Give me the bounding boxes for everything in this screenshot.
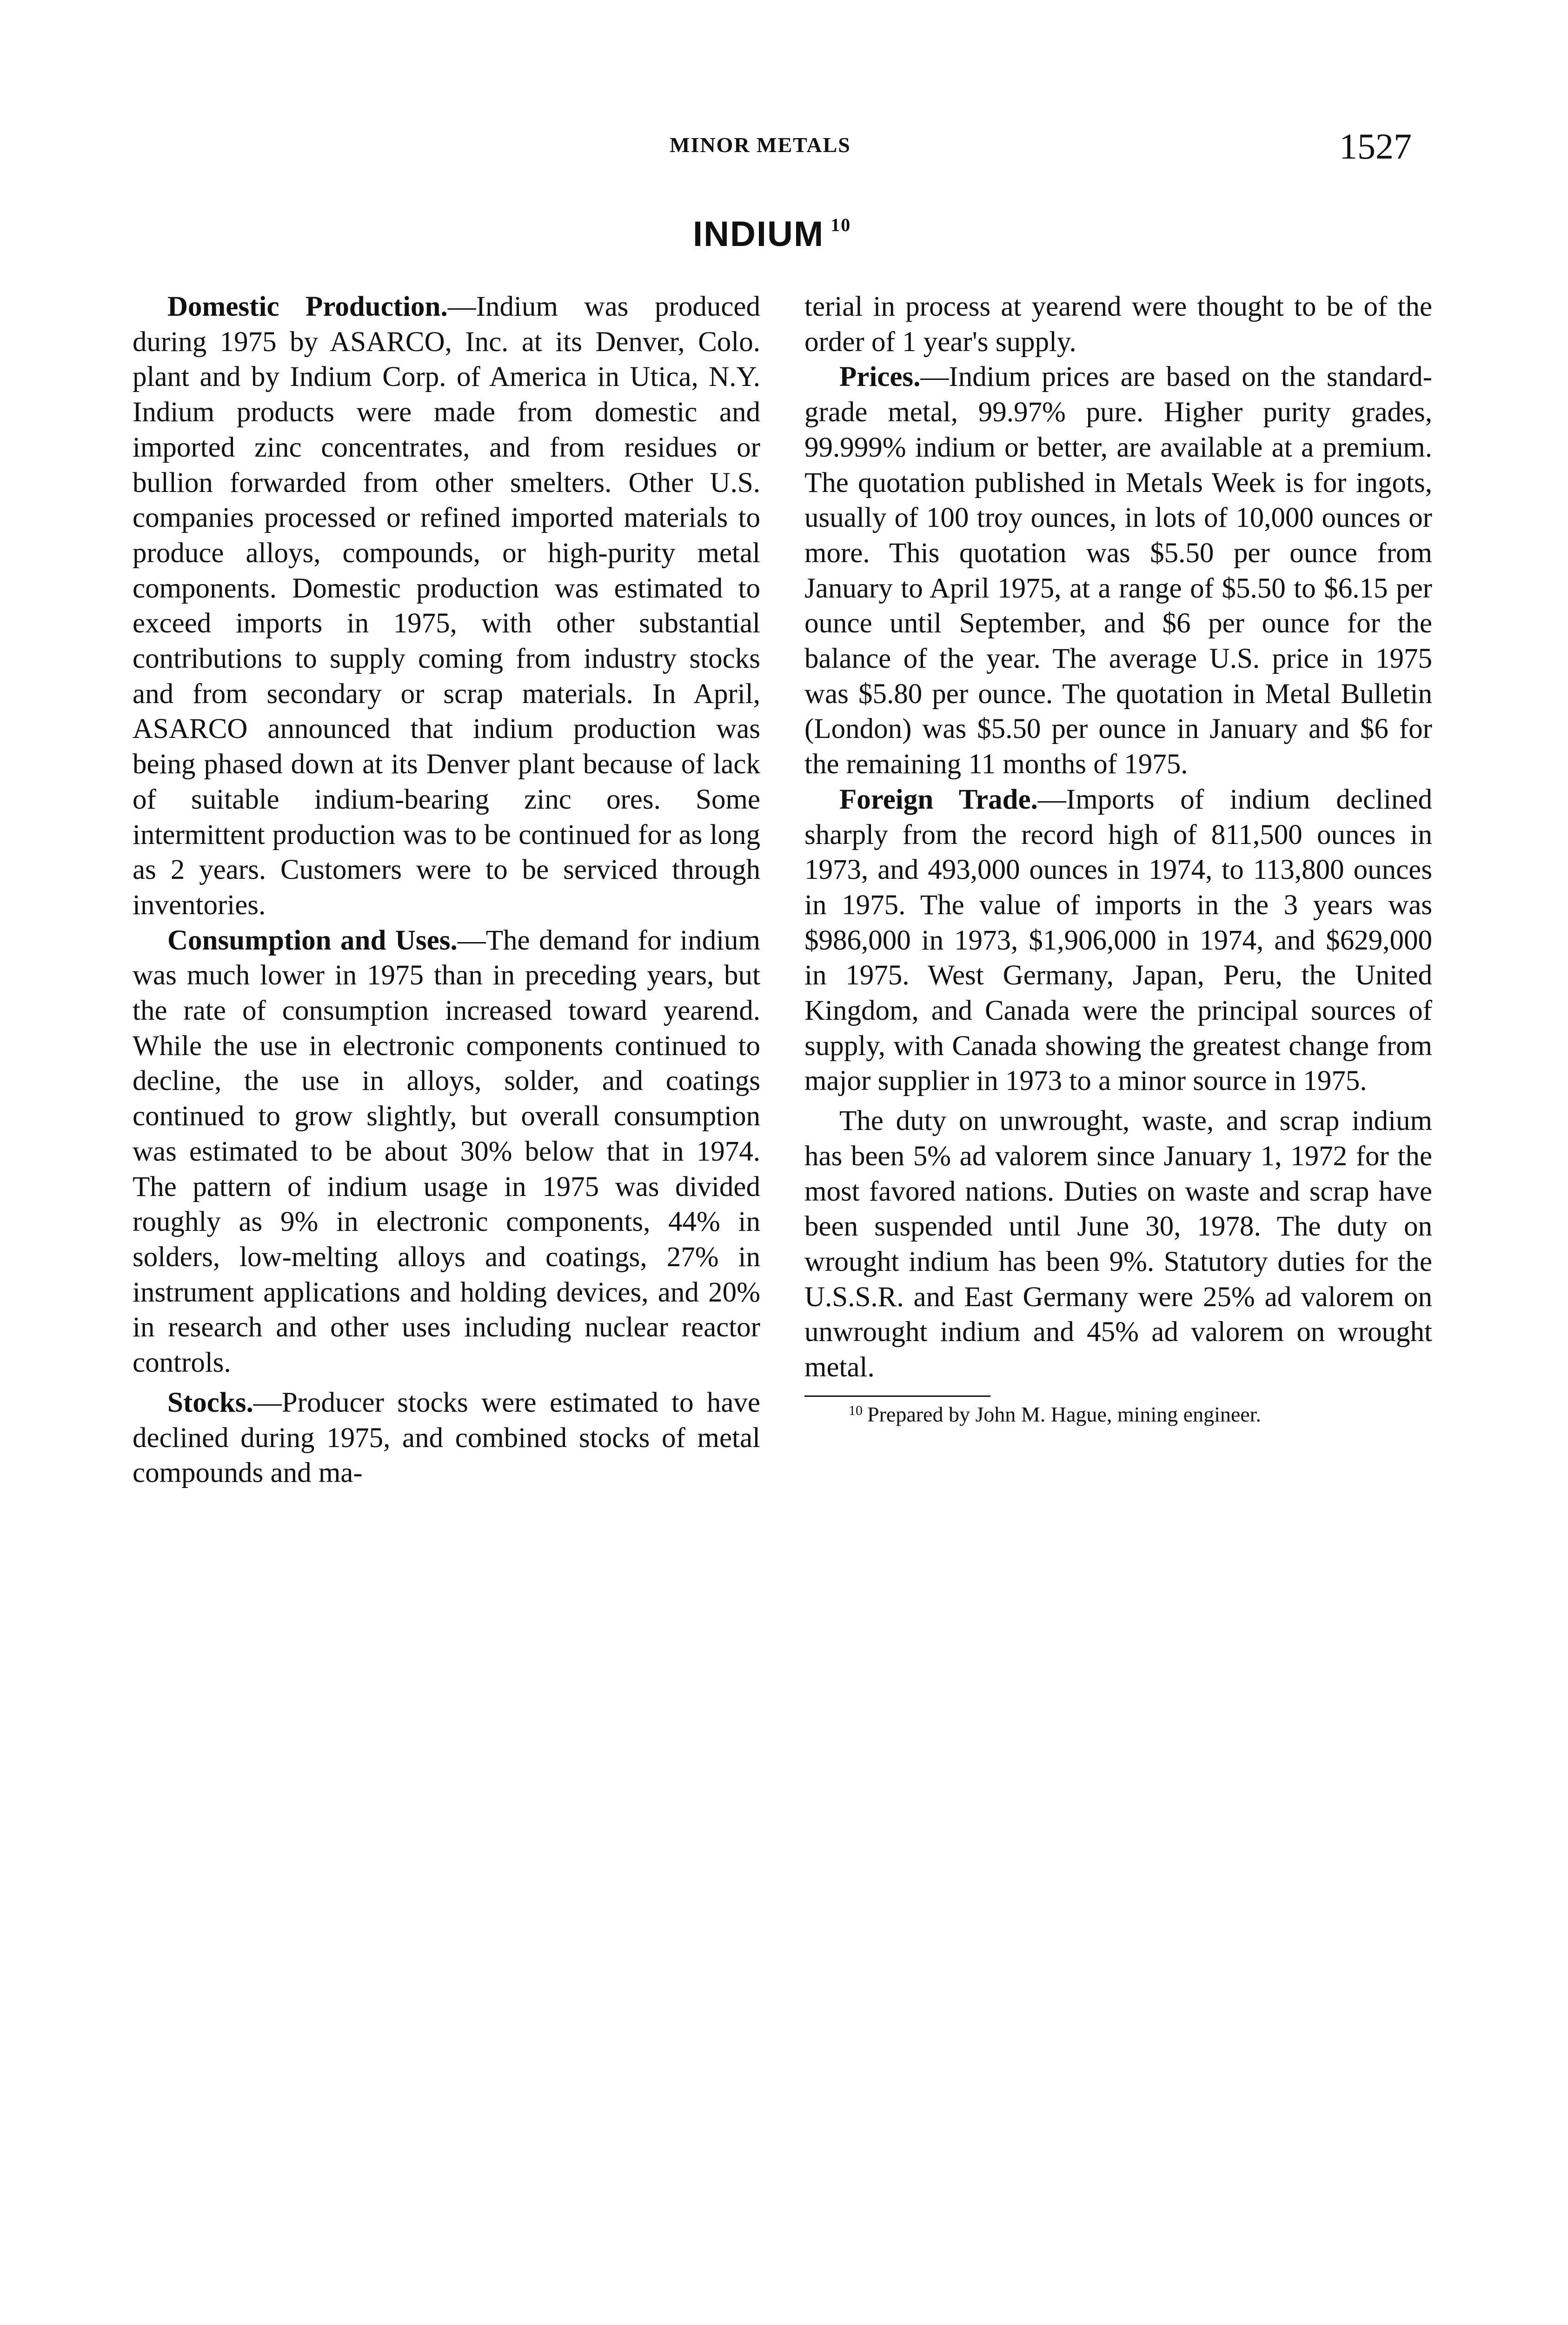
run-in-heading: Domestic Production. xyxy=(167,291,448,322)
paragraph-prices xyxy=(804,359,1432,782)
page-number: 1527 xyxy=(1339,126,1412,166)
footnote xyxy=(804,1397,1432,1428)
run-in-heading: Foreign Trade. xyxy=(839,784,1038,815)
footnote-text: Prepared by John M. Hague, mining engineer. xyxy=(867,1402,1261,1426)
paragraph-text: The duty on unwrought, waste, and scrap indium has been 5% ad valorem since January 1, 1972 for the most favored nations. Duties on waste and scrap have been suspended until June 30, 1978. The duty on wrought indium has been 9%. Statutory duties for the U.S.S.R. and East Germany were 25% ad valorem on unwrought indium and 45% ad valorem on wrought metal. xyxy=(804,1105,1432,1383)
run-in-heading: Consumption and Uses. xyxy=(167,924,458,956)
left-column xyxy=(133,289,760,1491)
run-in-heading: Stocks. xyxy=(167,1387,253,1418)
paragraph-text: —The demand for indium was much lower in 1975 than in preceding years, but the rate of consumption increased toward yearend. While the use in electronic components continued to decline, the use in alloys, solder, and coatings continued to grow slightly, but overall consumption was estimated to be about 30% below that in 1974. The pattern of indium usage in 1975 was divided roughly as 9% in electronic components, 44% in solders, low-melting alloys and coatings, 27% in instrument applications and holding devices, and 20% in research and other uses including nuclear reactor controls. xyxy=(133,924,760,1379)
paragraph-domestic-production xyxy=(133,289,760,923)
paragraph-stocks-continued xyxy=(804,289,1432,359)
paragraph-consumption-uses xyxy=(133,923,760,1381)
right-column xyxy=(804,289,1432,1428)
paragraph-text: terial in process at yearend were thought to be of the order of 1 year's supply. xyxy=(804,291,1432,358)
paragraph-text: —Indium prices are based on the standard-grade metal, 99.97% pure. Higher purity grades, 99.999% indium or better, are available at a premium. The quotation published in Metals Week is for ingots, usually of 100 troy ounces, in lots of 10,000 ounces or more. This quotation was $5.50 per ounce from January to April 1975, at a range of $5.50 to $6.15 per ounce until September, and $6 per ounce for the balance of the year. The average U.S. price in 1975 was $5.80 per ounce. The quotation in Metal Bulletin (London) was $5.50 per ounce in January and $6 for the remaining 11 months of 1975. xyxy=(804,361,1432,780)
run-in-heading: Prices. xyxy=(839,361,921,393)
paragraph-text: —Indium was produced during 1975 by ASARCO, Inc. at its Denver, Colo. plant and by Indium Corp. of America in Utica, N.Y. Indium products were made from domestic and imported zinc concentrates, and from residues or bullion forwarded from other smelters. Other U.S. companies processed or refined imported materials to produce alloys, compounds, or high-purity metal components. Domestic production was estimated to exceed imports in 1975, with other substantial contributions to supply coming from industry stocks and from secondary or scrap materials. In April, ASARCO announced that indium production was being phased down at its Denver plant because of lack of suitable indium-bearing zinc ores. Some intermittent production was to be continued for as long as 2 years. Customers were to be serviced through inventories. xyxy=(133,291,760,921)
paragraph-text: —Producer stocks were estimated to have declined during 1975, and combined stocks of metal compounds and ma- xyxy=(133,1387,760,1489)
paragraph-stocks xyxy=(133,1385,760,1491)
running-head: MINOR METALS xyxy=(670,133,851,157)
paragraph-duty xyxy=(804,1103,1432,1385)
footnote-marker: 10 xyxy=(849,1402,863,1418)
section-title-text: INDIUM xyxy=(693,214,824,254)
title-footnote-ref: 10 xyxy=(831,214,851,235)
paragraph-foreign-trade xyxy=(804,782,1432,1099)
section-title xyxy=(693,214,851,254)
paragraph-text: —Imports of indium declined sharply from the record high of 811,500 ounces in 1973, and 493,000 ounces in 1974, to 113,800 ounces in 1975. The value of imports in the 3 years was $986,000 in 1973, $1,906,000 in 1974, and $629,000 in 1975. West Germany, Japan, Peru, the United Kingdom, and Canada were the principal sources of supply, with Canada showing the greatest change from major supplier in 1973 to a minor source in 1975. xyxy=(804,784,1432,1097)
